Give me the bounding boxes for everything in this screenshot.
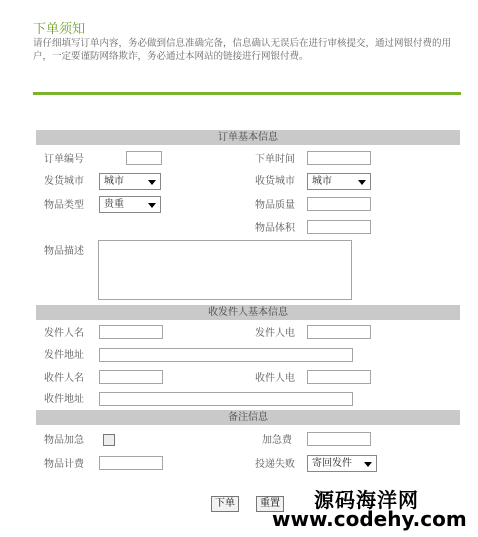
receiver-addr-label: 收件地址 (44, 394, 84, 405)
divider (33, 92, 461, 95)
urgent-label: 物品加急 (44, 435, 84, 446)
item-type-label: 物品类型 (44, 200, 84, 211)
recv-city-select[interactable] (307, 173, 371, 190)
watermark-line2: www.codehy.com (272, 507, 467, 531)
chevron-down-icon (358, 180, 366, 185)
sender-name-input[interactable] (99, 325, 163, 339)
sender-phone-label: 发件人电 (255, 328, 295, 339)
fail-label: 投递失败 (255, 459, 295, 470)
fail-select[interactable] (307, 455, 377, 472)
item-desc-textarea[interactable] (98, 240, 352, 300)
ship-city-select[interactable] (99, 173, 161, 190)
ship-city-value: 城市 (104, 176, 124, 187)
sender-addr-label: 发件地址 (44, 350, 84, 361)
urgent-checkbox[interactable] (103, 434, 115, 446)
sender-name-label: 发件人名 (44, 328, 84, 339)
item-fee-label: 物品计费 (44, 459, 84, 470)
chevron-down-icon (364, 462, 372, 467)
order-time-input[interactable] (307, 151, 371, 165)
urgent-fee-label: 加急费 (262, 435, 292, 446)
order-no-label: 订单编号 (44, 154, 84, 165)
recv-city-label: 收货城市 (255, 176, 295, 187)
notice-title: 下单须知 (33, 22, 86, 37)
receiver-phone-label: 收件人电 (255, 373, 295, 384)
receiver-addr-input[interactable] (99, 392, 353, 406)
item-type-value: 贵重 (104, 199, 124, 210)
notice-text: 请仔细填写订单内容，务必做到信息准确完备，信息确认无误后在进行审核提交，通过网银付费的用户，一定要谨防网络欺诈，务必通过本网站的链接进行网银付费。 (33, 38, 452, 62)
item-fee-input[interactable] (99, 456, 163, 470)
party-section-heading: 收发件人基本信息 (36, 305, 460, 320)
sender-phone-input[interactable] (307, 325, 371, 339)
recv-city-value: 城市 (312, 176, 332, 187)
item-weight-label: 物品质量 (255, 200, 295, 211)
order-no-input[interactable] (126, 151, 162, 165)
remark-section-heading: 备注信息 (36, 410, 460, 425)
watermark-line1: 源码海洋网 (314, 488, 419, 512)
item-volume-label: 物品体积 (255, 223, 295, 234)
chevron-down-icon (148, 203, 156, 208)
order-time-label: 下单时间 (255, 154, 295, 165)
fail-value: 寄回发件 (312, 458, 352, 469)
ship-city-label: 发货城市 (44, 176, 84, 187)
receiver-name-input[interactable] (99, 370, 163, 384)
receiver-name-label: 收件人名 (44, 373, 84, 384)
item-type-select[interactable] (99, 196, 161, 213)
item-weight-input[interactable] (307, 197, 371, 211)
urgent-fee-input[interactable] (307, 432, 371, 446)
submit-button[interactable]: 下单 (211, 496, 239, 512)
receiver-phone-input[interactable] (307, 370, 371, 384)
reset-button[interactable]: 重置 (256, 496, 284, 512)
item-volume-input[interactable] (307, 220, 371, 234)
chevron-down-icon (148, 180, 156, 185)
item-desc-label: 物品描述 (44, 246, 84, 257)
order-section-heading: 订单基本信息 (36, 130, 460, 145)
sender-addr-input[interactable] (99, 348, 353, 362)
